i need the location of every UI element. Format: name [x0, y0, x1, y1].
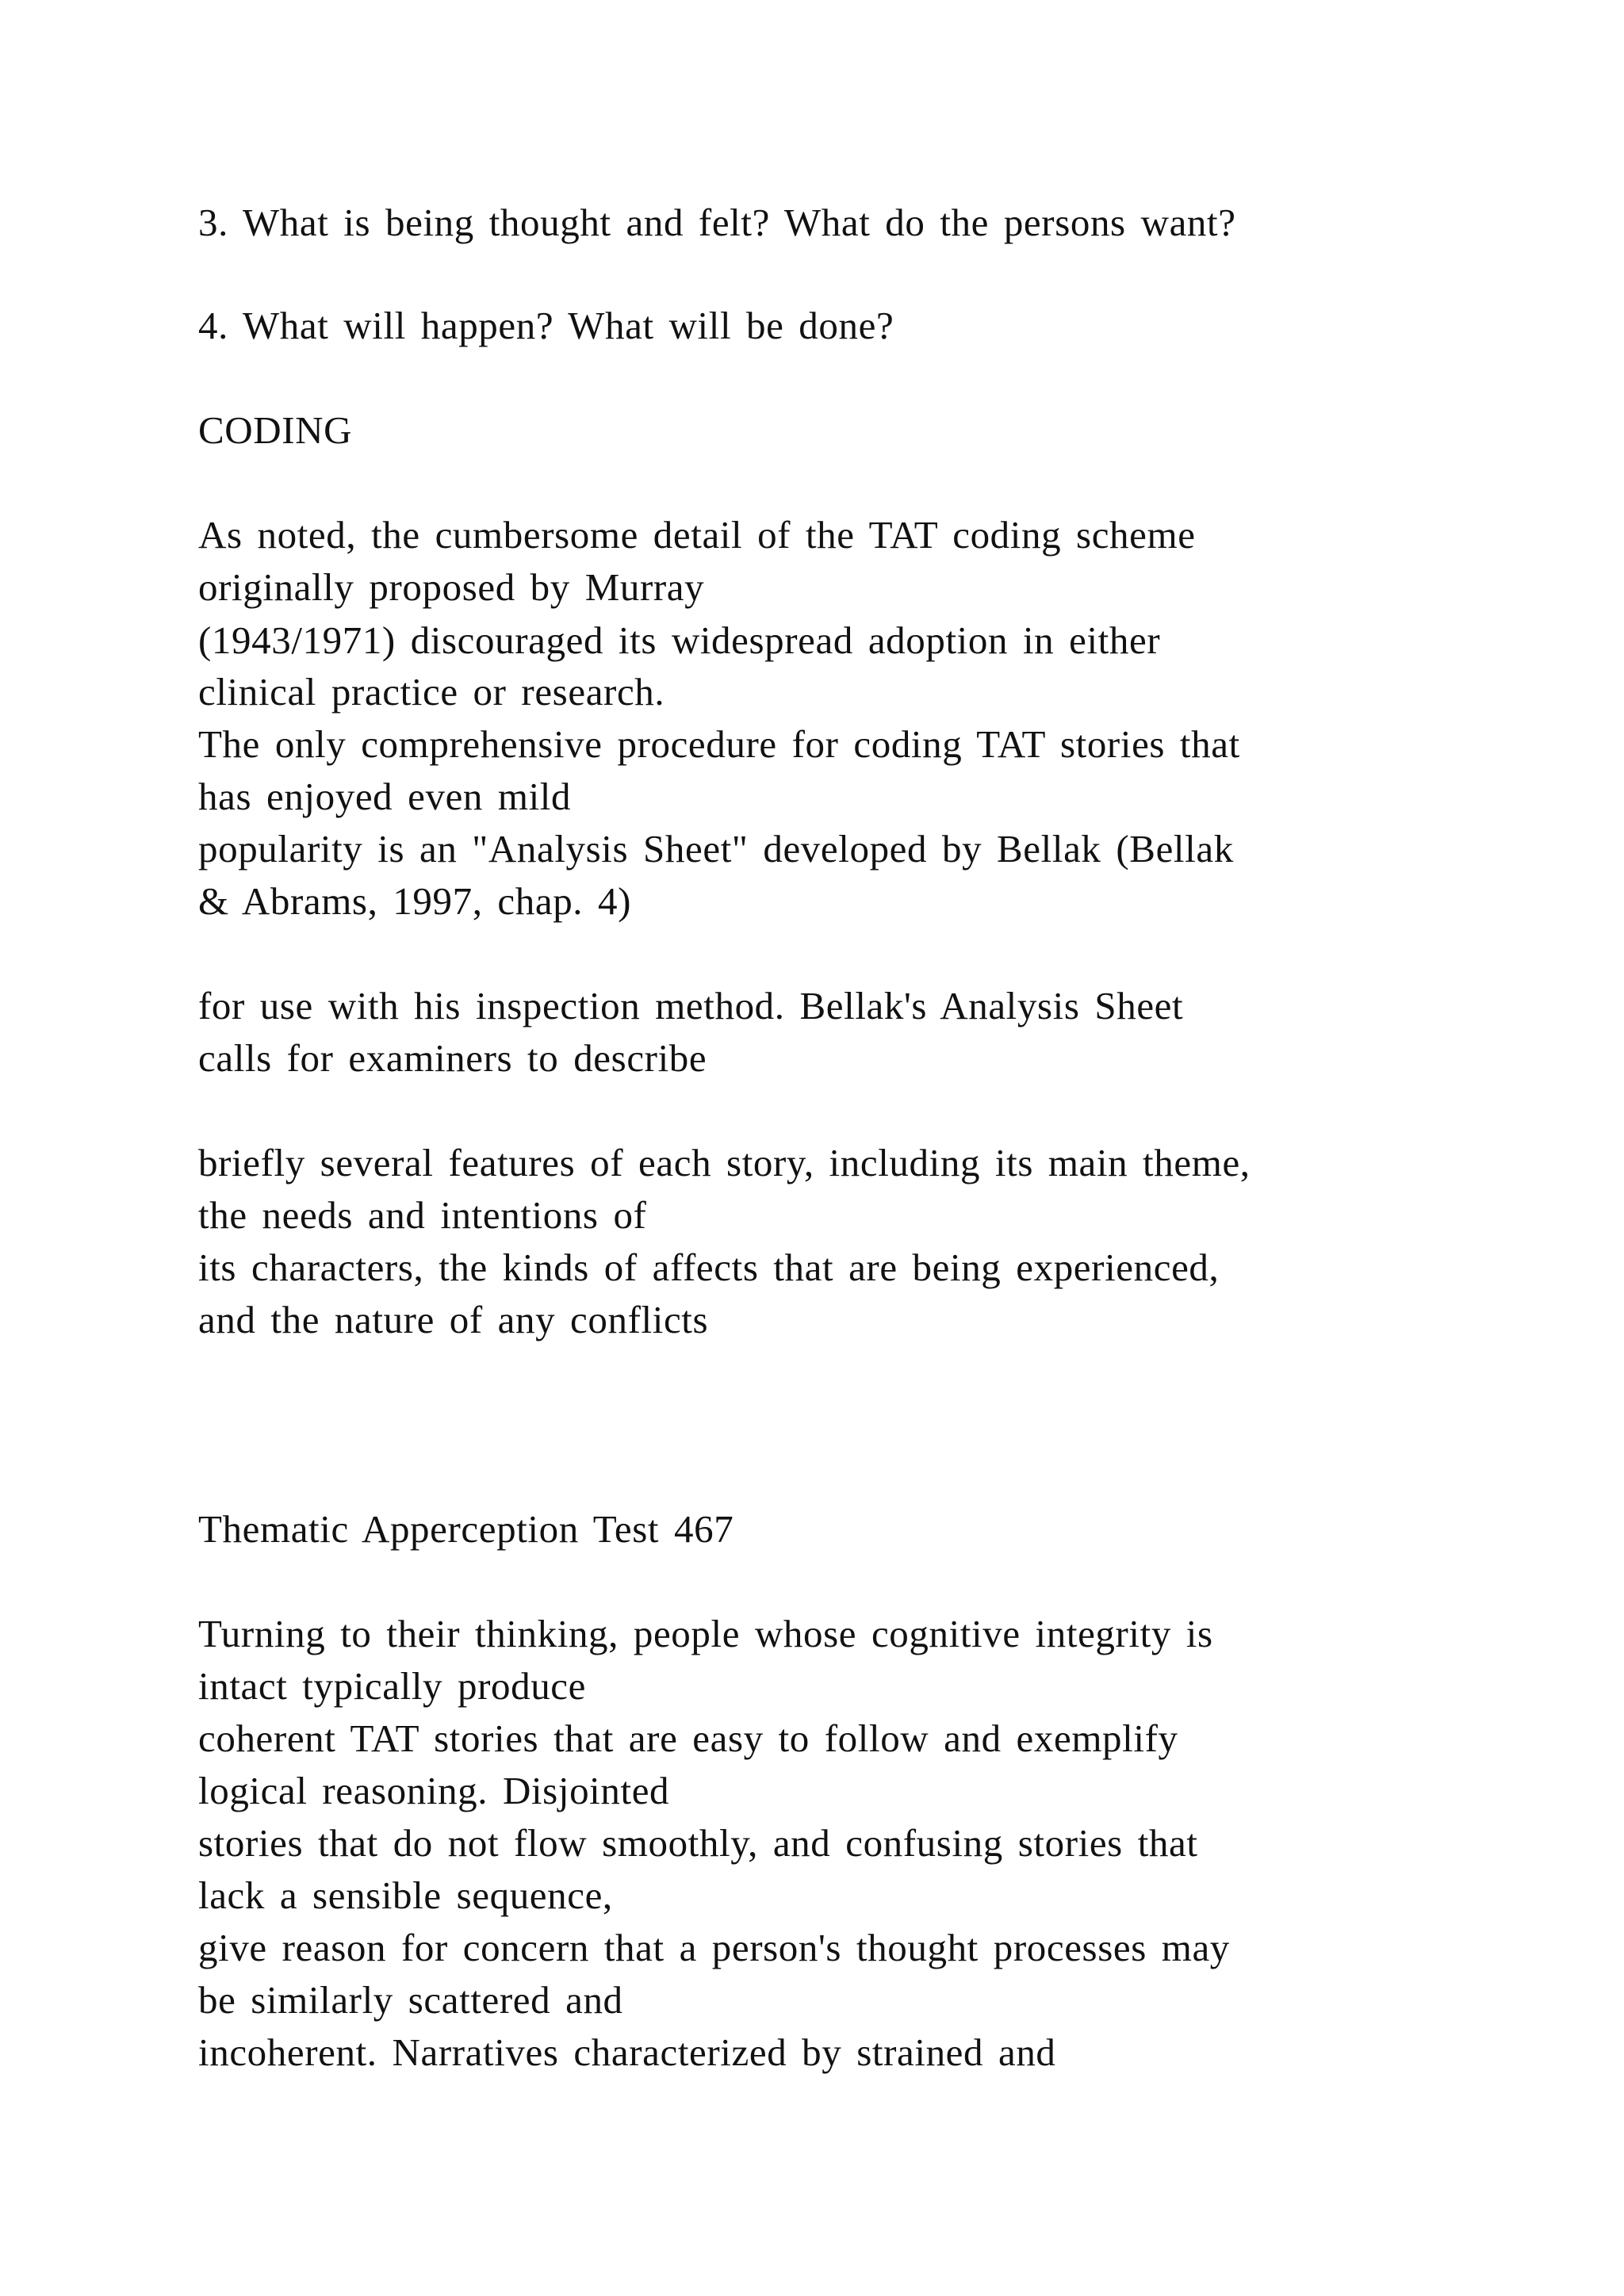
paragraph3-line-2: the needs and intentions of: [198, 1193, 647, 1237]
paragraph1-line-5: The only comprehensive procedure for coding TAT stories that: [198, 722, 1240, 766]
paragraph1-line-4: clinical practice or research.: [198, 670, 665, 714]
section-heading: CODING: [198, 408, 353, 452]
paragraph4-line-5: stories that do not flow smoothly, and confusing stories that: [198, 1821, 1198, 1865]
paragraph2-line-2: calls for examiners to describe: [198, 1036, 707, 1080]
running-header: Thematic Apperception Test 467: [198, 1507, 734, 1551]
paragraph1-line-8: & Abrams, 1997, chap. 4): [198, 879, 632, 923]
paragraph1-line-1: As noted, the cumbersome detail of the TAT coding scheme: [198, 513, 1196, 557]
question-3: 3. What is being thought and felt? What do the persons want?: [198, 201, 1236, 244]
paragraph2-line-1: for use with his inspection method. Bellak's Analysis Sheet: [198, 984, 1184, 1027]
question-4: 4. What will happen? What will be done?: [198, 304, 894, 347]
paragraph1-line-3: (1943/1971) discouraged its widespread adoption in either: [198, 618, 1161, 662]
paragraph4-line-9: incoherent. Narratives characterized by strained and: [198, 2030, 1056, 2074]
paragraph3-line-1: briefly several features of each story, including its main theme,: [198, 1141, 1251, 1184]
paragraph4-line-8: be similarly scattered and: [198, 1978, 623, 2022]
paragraph4-line-6: lack a sensible sequence,: [198, 1873, 613, 1917]
paragraph1-line-6: has enjoyed even mild: [198, 775, 572, 818]
paragraph3-line-3: its characters, the kinds of affects that are being experienced,: [198, 1246, 1220, 1289]
paragraph4-line-1: Turning to their thinking, people whose cognitive integrity is: [198, 1612, 1213, 1655]
paragraph3-line-4: and the nature of any conflicts: [198, 1298, 709, 1341]
paragraph4-line-3: coherent TAT stories that are easy to follow and exemplify: [198, 1716, 1178, 1760]
paragraph4-line-4: logical reasoning. Disjointed: [198, 1769, 670, 1812]
paragraph1-line-7: popularity is an "Analysis Sheet" developed by Bellak (Bellak: [198, 827, 1234, 871]
paragraph4-line-2: intact typically produce: [198, 1664, 587, 1708]
paragraph1-line-2: originally proposed by Murray: [198, 565, 705, 609]
paragraph4-line-7: give reason for concern that a person's thought processes may: [198, 1926, 1230, 1969]
